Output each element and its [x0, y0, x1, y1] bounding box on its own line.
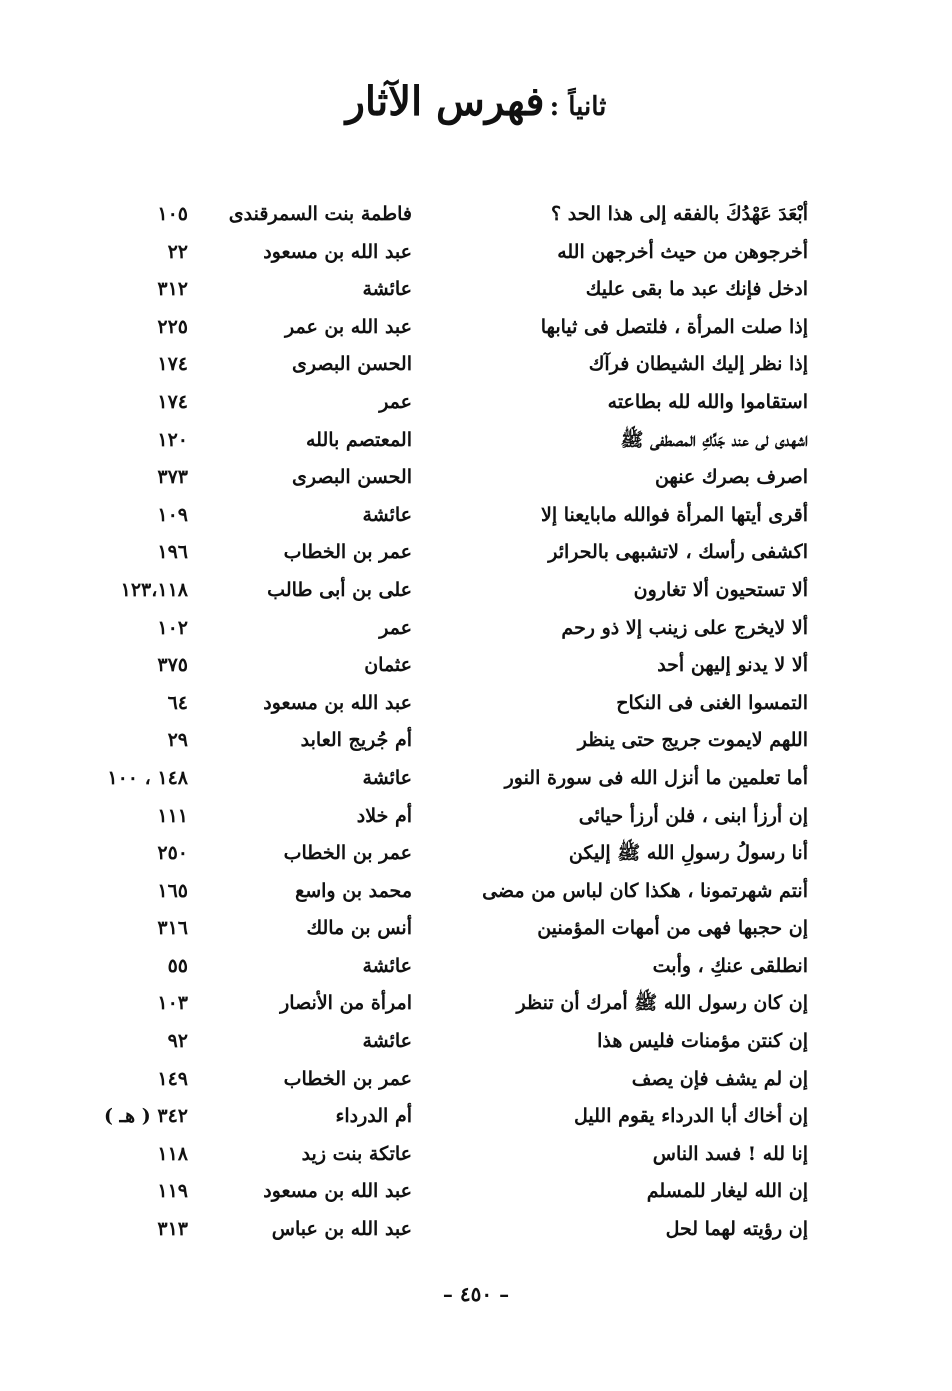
page-ref: ٦٤	[167, 691, 188, 714]
page-ref: ١٢٣،١١٨	[120, 578, 188, 601]
narrator-name: أم الدرداء	[335, 1105, 412, 1128]
athar-text: التمسوا الغنى فى النكاح	[616, 691, 808, 714]
table-row	[0, 873, 952, 911]
table-row	[0, 234, 952, 272]
table-row	[0, 534, 952, 572]
table-row	[0, 1136, 952, 1174]
narrator-name: عبد الله بن عمر	[285, 315, 412, 338]
athar-text: أخرجوهن من حيث أخرجهن الله	[557, 240, 808, 263]
table-row	[0, 985, 952, 1023]
table-row	[0, 1211, 952, 1249]
athar-text: إذا نظر إليك الشيطان فرآك	[588, 353, 808, 376]
table-row	[0, 1098, 952, 1136]
page-ref: ١٠٩	[157, 503, 188, 526]
athar-text: إن لم يشف فإن يصف	[631, 1067, 808, 1090]
athar-text: إن كان رسول الله ﷺ أمرك أن تنظر	[516, 992, 808, 1015]
narrator-name: عمر	[379, 616, 412, 639]
table-row	[0, 196, 952, 234]
page-ref: ٢٥٠	[157, 842, 188, 865]
page-ref: ٣٧٣	[157, 466, 188, 489]
page-ref: ٢٩	[167, 729, 188, 752]
page-ref: ١١١	[157, 804, 188, 827]
narrator-name: أنس بن مالك	[306, 917, 412, 940]
narrator-name: أم جُريج العابد	[300, 729, 412, 752]
page-ref: ٢٢	[167, 240, 188, 263]
page-ref: ١٤٩	[157, 1067, 188, 1090]
page-ref: ١٦٥	[157, 879, 188, 902]
page-ref: ١٧٤	[157, 353, 188, 376]
page-title	[0, 78, 952, 125]
table-row	[0, 1061, 952, 1099]
narrator-name: عبد الله بن عباس	[271, 1218, 412, 1241]
narrator-name: عائشة	[362, 766, 412, 789]
athar-text: ألا لا يدنو إليهن أحد	[657, 654, 808, 677]
table-row	[0, 610, 952, 648]
narrator-name: عبد الله بن مسعود	[263, 240, 412, 263]
table-row	[0, 948, 952, 986]
table-row	[0, 422, 952, 460]
athar-text: انطلقى عنكِ ، وأبت	[652, 954, 808, 977]
table-row	[0, 722, 952, 760]
narrator-name: فاطمة بنت السمرقندى	[228, 203, 412, 225]
page-ref: ٣١٢	[157, 278, 188, 301]
narrator-name: أم خلاد	[356, 804, 412, 827]
page-number: – ٤٥٠ –	[442, 1282, 510, 1306]
narrator-name: عمر بن الخطاب	[283, 541, 412, 564]
athar-text: أقرى أيتها المرأة فوالله مابايعنا إلا	[541, 503, 808, 526]
athar-text: ادخل فإنك عبد ما بقى عليك	[585, 278, 808, 301]
page-ref: ٩٢	[167, 1030, 188, 1053]
narrator-name: عبد الله بن مسعود	[263, 1180, 412, 1203]
narrator-name: عائشة	[362, 1030, 412, 1053]
narrator-name: عائشة	[362, 503, 412, 526]
page-ref: ١٠٣	[157, 992, 188, 1015]
page-ref: ٣١٦	[157, 917, 188, 940]
index-table	[0, 196, 952, 1249]
narrator-name: عاتكة بنت زيد	[301, 1142, 412, 1165]
narrator-name: عثمان	[364, 654, 412, 677]
table-row	[0, 1023, 952, 1061]
athar-text: إنا لله ! فسد الناس	[652, 1142, 808, 1165]
athar-text: ألا تستحيون ألا تغارون	[633, 578, 808, 601]
athar-text: إن كنتن مؤمنات فليس هذا	[597, 1030, 808, 1053]
page-ref: ١٧٤	[157, 390, 188, 413]
narrator-name: المعتصم بالله	[305, 428, 412, 451]
narrator-name: عمر	[379, 390, 412, 413]
athar-text: اشهدى لى عند جَدِّكِ المصطفى ﷺ	[620, 428, 808, 451]
narrator-name: عائشة	[362, 278, 412, 301]
athar-text: اللهم لايموت جريج حتى ينظر	[577, 729, 808, 752]
table-row	[0, 760, 952, 798]
athar-text: ألا لايخرج على زينب إلا ذو رحم	[561, 616, 808, 639]
narrator-name: امرأة من الأنصار	[280, 992, 412, 1015]
table-row	[0, 798, 952, 836]
table-row	[0, 1173, 952, 1211]
table-row	[0, 309, 952, 347]
athar-text: اصرف بصرك عنهن	[654, 466, 808, 489]
page-ref: ١١٩	[157, 1180, 188, 1203]
table-row	[0, 459, 952, 497]
title-prefix: ثانياً :	[549, 92, 607, 122]
athar-text: أبْعَدَ عَهْدُكَ بالفقه إلى هذا الحد ؟	[551, 203, 808, 225]
narrator-name: عمر بن الخطاب	[283, 1067, 412, 1090]
table-row	[0, 497, 952, 535]
athar-text: استقاموا والله لله بطاعته	[607, 390, 808, 413]
narrator-name: عمر بن الخطاب	[283, 842, 412, 865]
athar-text: إن حجبها فهى من أمهات المؤمنين	[537, 917, 808, 940]
page-ref: ١٠٢	[157, 616, 188, 639]
narrator-name: على بن أبى طالب	[267, 578, 412, 601]
title-main: فهرس الآثار	[345, 78, 545, 125]
page-ref: ١١٨	[157, 1142, 188, 1165]
athar-text: أما تعلمين ما أنزل الله فى سورة النور	[504, 766, 808, 789]
page-ref: ١٩٦	[157, 541, 188, 564]
athar-text: إن أخاك أبا الدرداء يقوم الليل	[574, 1105, 808, 1128]
narrator-name: الحسن البصرى	[292, 466, 412, 489]
page-ref: ٥٥	[167, 954, 188, 977]
table-row	[0, 910, 952, 948]
athar-text: اكشفى رأسك ، لاتشبهى بالحرائر	[548, 541, 808, 564]
athar-text: أنتم شهرتمونا ، هكذا كان لباس من مضى	[482, 879, 808, 902]
page-ref: ٢٢٥	[157, 315, 188, 338]
athar-text: إن رؤيته لهما لحل	[665, 1218, 808, 1241]
narrator-name: محمد بن واسع	[295, 879, 412, 902]
table-row	[0, 346, 952, 384]
athar-text: أنا رسولُ رسولِ الله ﷺ إليكن	[568, 842, 808, 865]
table-row	[0, 685, 952, 723]
athar-text: إذا صلت المرأة ، فلتصل فى ثيابها	[540, 315, 808, 338]
table-row	[0, 384, 952, 422]
narrator-name: عبد الله بن مسعود	[263, 691, 412, 714]
page-ref: ١٤٨ ، ١٠٠	[107, 766, 188, 789]
athar-text: إن أرزأ ابنى ، فلن أرزأ حيائى	[578, 804, 808, 827]
table-row	[0, 835, 952, 873]
page-ref: ١٠٥	[157, 203, 188, 225]
narrator-name: الحسن البصرى	[292, 353, 412, 376]
table-row	[0, 271, 952, 309]
narrator-name: عائشة	[362, 954, 412, 977]
page-ref: ٣٧٥	[157, 654, 188, 677]
athar-text: إن الله ليغار للمسلم	[646, 1180, 808, 1203]
page-ref: ١٢٠	[157, 428, 188, 451]
table-row	[0, 572, 952, 610]
page-ref: ٣١٣	[157, 1218, 188, 1241]
page-ref: ٣٤٢ ( هـ )	[103, 1105, 188, 1128]
table-row	[0, 647, 952, 685]
